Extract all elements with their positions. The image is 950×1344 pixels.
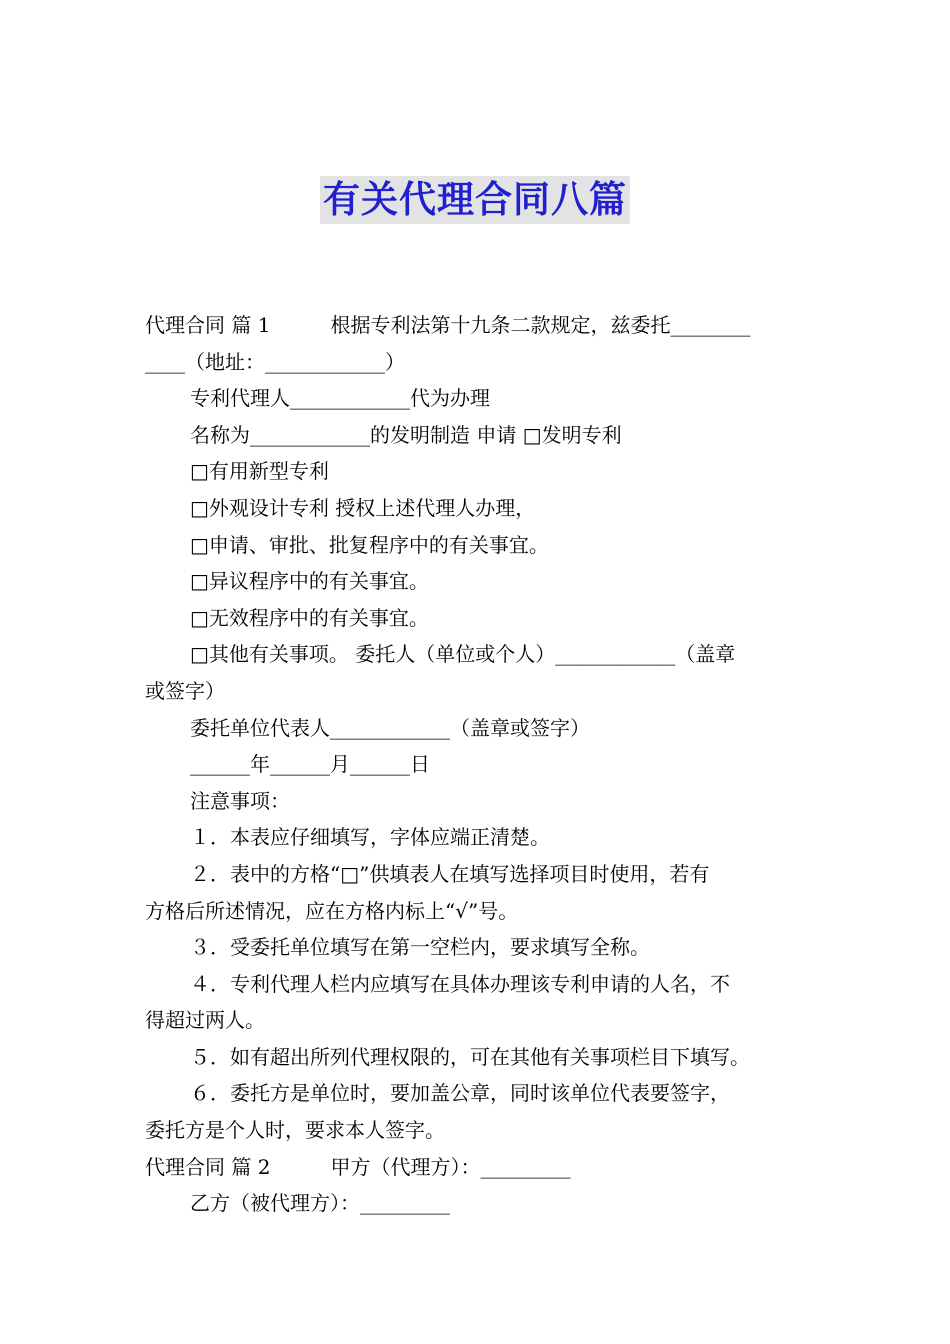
- text-line: ３．受委托单位填写在第一空栏内，要求填写全称。: [190, 935, 650, 960]
- text-line: 方格后所述情况，应在方格内标上“√”号。: [145, 898, 519, 923]
- text-line: 注意事项：: [190, 788, 290, 813]
- text-line: ６．委托方是单位时，要加盖公章，同时该单位代表要签字，: [190, 1081, 730, 1106]
- text-line: 委托单位代表人____________（盖章或签字）: [190, 715, 590, 740]
- text-line: ______年______月______日: [190, 752, 430, 777]
- text-line: □外观设计专利 授权上述代理人办理，: [190, 495, 536, 520]
- text-line: 代理合同 篇 2 甲方（代理方）：_________: [145, 1154, 571, 1179]
- text-line: □申请、审批、批复程序中的有关事宜。: [190, 532, 549, 557]
- text-line: 乙方（被代理方）：_________: [190, 1191, 450, 1216]
- text-line: 委托方是个人时，要求本人签字。: [145, 1118, 445, 1143]
- text-line: 名称为____________的发明制造 申请 □发明专利: [190, 422, 622, 447]
- text-line: 得超过两人。: [145, 1008, 265, 1033]
- text-line: 代理合同 篇 1 根据专利法第十九条二款规定，兹委托________: [145, 313, 751, 337]
- text-line: □其他有关事项。 委托人（单位或个人）____________（盖章: [190, 642, 736, 667]
- text-line: 专利代理人____________代为办理: [190, 386, 490, 411]
- document-body: [145, 307, 807, 1222]
- document-title: 有关代理合同八篇: [320, 176, 630, 224]
- text-line: 或签字）: [145, 678, 225, 703]
- text-line: ２．表中的方格“□”供填表人在填写选择项目时使用，若有: [190, 861, 710, 886]
- text-line: ４．专利代理人栏内应填写在具体办理该专利申请的人名，不: [190, 971, 730, 996]
- text-line: □异议程序中的有关事宜。: [190, 569, 429, 594]
- text-line: □有用新型专利: [190, 459, 329, 484]
- text-line: □无效程序中的有关事宜。: [190, 605, 429, 630]
- text-line: ５．如有超出所列代理权限的，可在其他有关事项栏目下填写。: [190, 1044, 750, 1069]
- title-container: [0, 176, 950, 224]
- text-line: １．本表应仔细填写，字体应端正清楚。: [190, 825, 550, 850]
- text-line: ____（地址：____________）: [145, 349, 405, 374]
